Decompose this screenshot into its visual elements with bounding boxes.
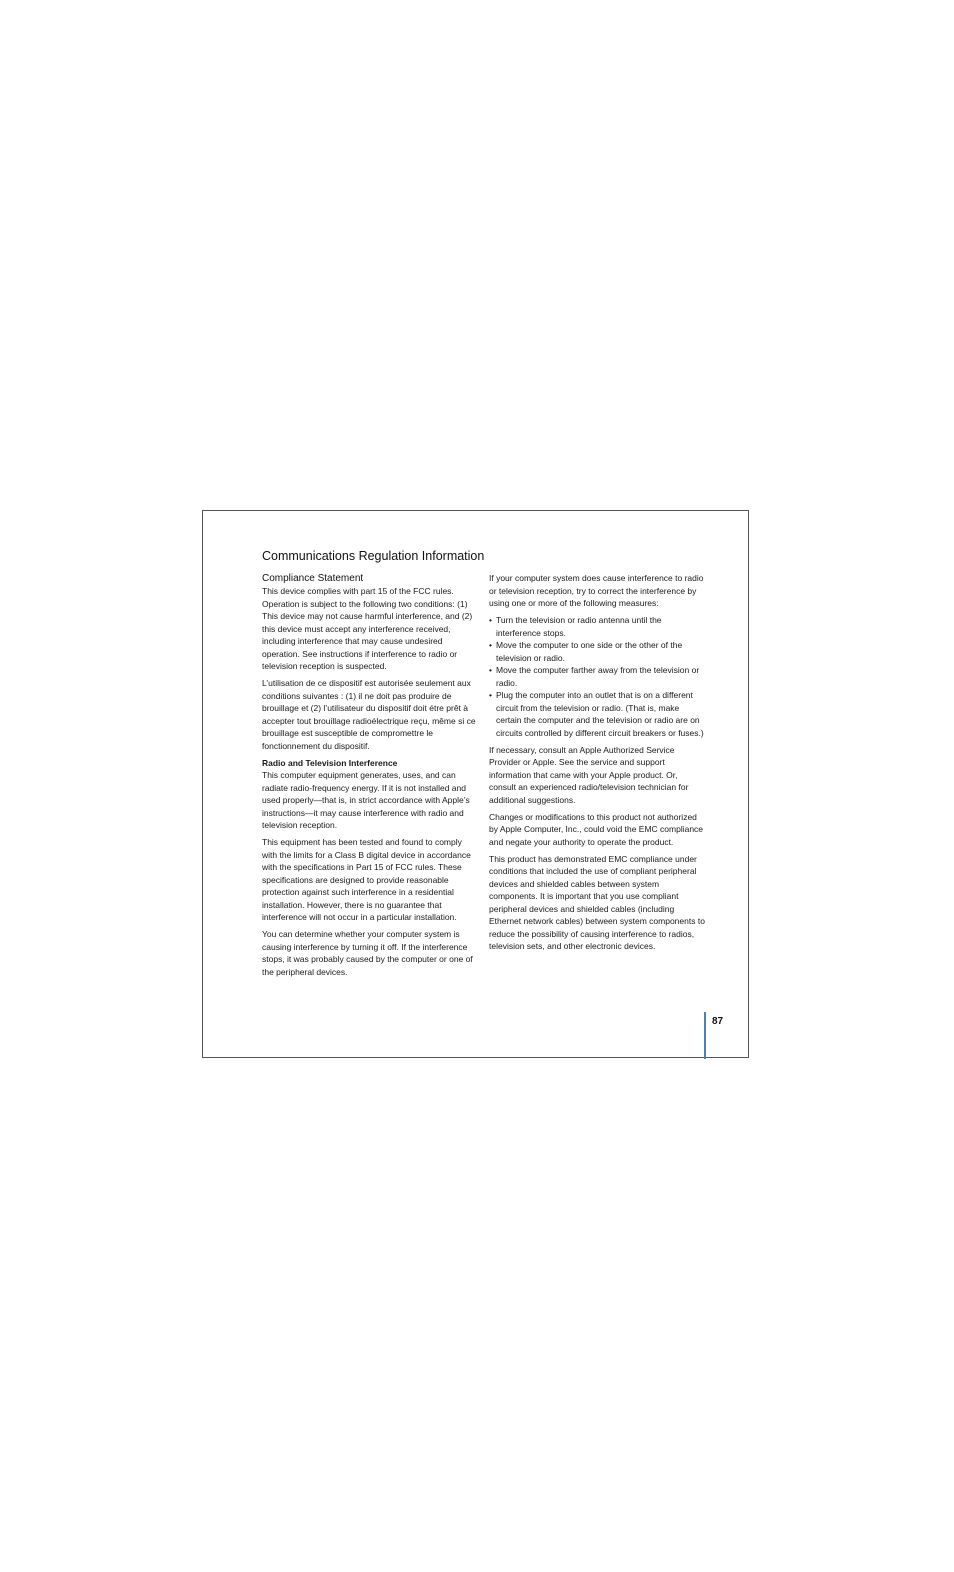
changes-paragraph: Changes or modifications to this product not authorized by Apple Computer, Inc., could void the EMC compliance and negate your authority to operate the product. — [489, 811, 704, 847]
measure-text: Turn the television or radio antenna until the interference stops. — [496, 615, 662, 638]
service-paragraph: If necessary, consult an Apple Authorized Service Provider or Apple. See the service and support information that came with your Apple product. Or, consult an experienced radio/television technician for additional suggestions. — [489, 744, 689, 805]
measures-list — [489, 614, 705, 739]
measure-text: Plug the computer into an outlet that is on a different circuit from the television or radio. (That is, make certain the computer and the television or radio are on circuits controlled by different circuit breakers or fuses.) — [496, 690, 704, 738]
measure-text: Move the computer farther away from the television or radio. — [496, 665, 700, 688]
measure-item — [489, 614, 705, 639]
compliance-paragraph-english: This device complies with part 15 of the FCC rules. Operation is subject to the following two conditions: (1) This device may not cause harmful interference, and (2) this device must accept any interference received, including interference that may cause undesired operation. See instructions if interference to radio or television reception is suspected. — [262, 586, 473, 671]
radio-paragraph-3: You can determine whether your computer system is causing interference by turning it off. If the interference stops, it was probably caused by the computer or one of the peripheral devices. — [262, 929, 473, 977]
page-number: 87 — [712, 1016, 724, 1027]
radio-paragraph-1: This computer equipment generates, uses, and can radiate radio-frequency energy. If it is not installed and used properly—that is, in strict accordance with Apple’s instructions—it may cause interference with radio and television reception. — [262, 770, 470, 830]
page-number-rule — [704, 1012, 706, 1059]
measure-item — [489, 664, 705, 689]
interference-intro: If your computer system does cause interference to radio or television reception, try to correct the interference by using one or more of the following measures: — [489, 573, 704, 608]
measure-text: Move the computer to one side or the other of the television or radio. — [496, 640, 683, 663]
bullet-mark: • — [489, 615, 492, 625]
measure-item — [489, 639, 705, 664]
measure-item — [489, 689, 705, 739]
radio-tv-heading: Radio and Television Interference — [262, 757, 398, 768]
bullet-mark: • — [489, 665, 492, 675]
radio-paragraph-2: This equipment has been tested and found to comply with the limits for a Class B digital device in accordance with the specifications in Part 15 of FCC rules. These specifications are designed to provide reasonable protection against such interference in a residential installation. However, there is no guarantee that interference will not occur in a particular installation. — [262, 837, 471, 922]
left-column — [262, 572, 478, 983]
page-title: Communications Regulation Information — [262, 549, 485, 563]
emc-paragraph: This product has demonstrated EMC compliance under conditions that included the use of compliant peripheral devices and shielded cables between system components. It is important that you use compliant peripheral devices and shielded cables (including Ethernet network cables) between system components to reduce the possibility of causing interference to radios, television sets, and other electronic devices. — [489, 853, 705, 951]
right-column — [489, 572, 705, 957]
bullet-mark: • — [489, 690, 492, 700]
compliance-paragraph-french: L’utilisation de ce dispositif est autorisée seulement aux conditions suivantes : (1) il ne doit pas produire de brouillage et (2) l’utilisateur du dispositif doit étre prêt à accepter tout brouillage radioélectrique reçu, même si ce brouillage est susceptible de compromettre le fonctionnement du dispositif. — [262, 678, 476, 751]
compliance-heading: Compliance Statement — [262, 573, 364, 584]
bullet-mark: • — [489, 640, 492, 650]
